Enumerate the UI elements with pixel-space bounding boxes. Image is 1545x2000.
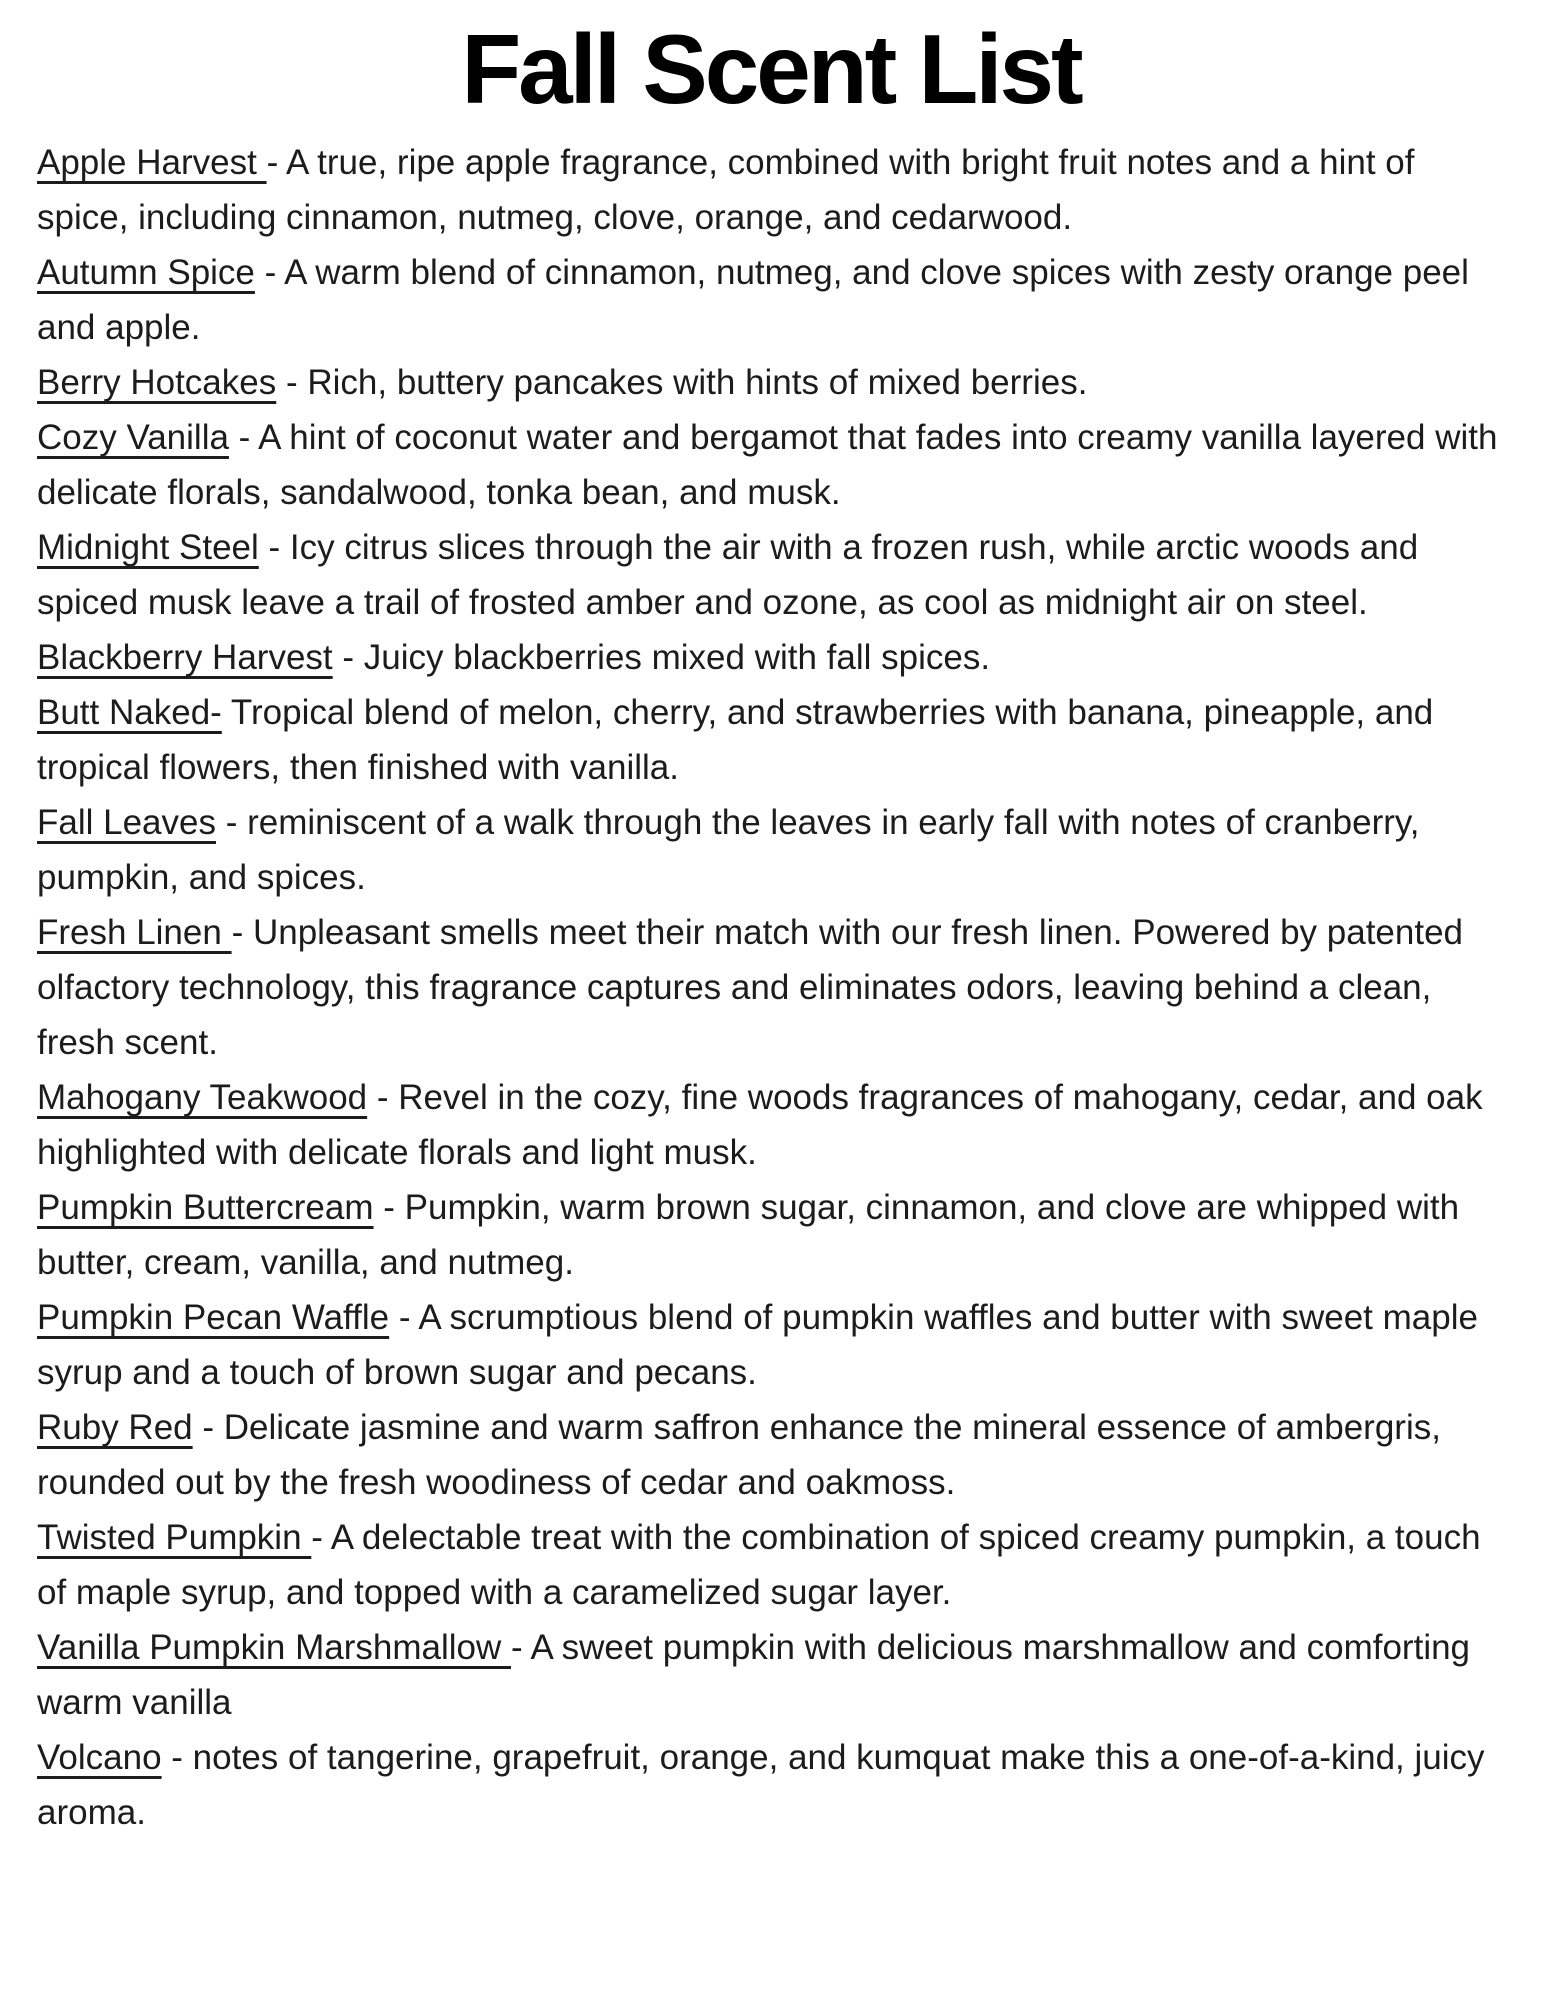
scent-entry (37, 1400, 1505, 1510)
scent-entry (37, 355, 1505, 410)
scent-name: Pumpkin Pecan Waffle (37, 1297, 390, 1337)
scent-entry (37, 1730, 1505, 1840)
scent-description: Pumpkin, warm brown sugar, cinnamon, and clove are whipped with butter, cream, vanilla, and nutmeg. (37, 1187, 1469, 1282)
scent-name: Fresh Linen (37, 912, 232, 952)
scent-list (37, 135, 1508, 1840)
scent-description: Unpleasant smells meet their match with our fresh linen. Powered by patented olfactory technology, this fragrance captures and eliminates odors, leaving behind a clean, fresh scent. (37, 912, 1473, 1062)
scent-description: A hint of coconut water and bergamot that fades into creamy vanilla layered with delicate florals, sandalwood, tonka bean, and musk. (37, 417, 1508, 512)
scent-separator: - (161, 1737, 193, 1777)
scent-separator: - (258, 527, 290, 567)
scent-name: Volcano (37, 1737, 162, 1777)
scent-entry (37, 1070, 1505, 1180)
scent-entry (37, 1180, 1505, 1290)
scent-name: Butt Naked- (37, 692, 222, 732)
scent-separator: - (254, 252, 285, 292)
scent-name: Autumn Spice (37, 252, 255, 292)
scent-description: reminiscent of a walk through the leaves in early fall with notes of cranberry, pumpkin, and spices. (37, 802, 1430, 897)
scent-description: Rich, buttery pancakes with hints of mixed berries. (307, 362, 1088, 402)
scent-separator: - (510, 1627, 531, 1667)
scent-description: Revel in the cozy, fine woods fragrances of mahogany, cedar, and oak highlighted with delicate florals and light musk. (37, 1077, 1493, 1172)
scent-entry (37, 410, 1508, 520)
scent-separator: - (276, 362, 308, 402)
scent-description: Juicy blackberries mixed with fall spices. (363, 637, 991, 677)
scent-entry (37, 1620, 1505, 1730)
scent-description: A true, ripe apple fragrance, combined with bright fruit notes and a hint of spice, including cinnamon, nutmeg, clove, orange, and cedarwood. (37, 142, 1425, 237)
scent-name: Apple Harvest (37, 142, 267, 182)
scent-entry (37, 795, 1505, 905)
scent-entry (37, 520, 1505, 630)
scent-description: Delicate jasmine and warm saffron enhance the mineral essence of ambergris, rounded out by the fresh woodiness of cedar and oakmoss. (37, 1407, 1451, 1502)
scent-description: A delectable treat with the combination of spiced creamy pumpkin, a touch of maple syrup, and topped with a caramelized sugar layer. (37, 1517, 1491, 1612)
scent-separator: - (228, 417, 259, 457)
scent-entry (37, 905, 1505, 1070)
scent-description: notes of tangerine, grapefruit, orange, and kumquat make this a one-of-a-kind, juicy aroma. (37, 1737, 1495, 1832)
scent-separator: - (311, 1517, 331, 1557)
scent-entry (37, 245, 1505, 355)
scent-entry (37, 685, 1505, 795)
scent-name: Midnight Steel (37, 527, 259, 567)
scent-description: A warm blend of cinnamon, nutmeg, and clove spices with zesty orange peel and apple. (37, 252, 1479, 347)
page-title: Fall Scent List (461, 14, 1081, 124)
scent-entry (37, 630, 1505, 685)
scent-name: Mahogany Teakwood (37, 1077, 368, 1117)
scent-description: Tropical blend of melon, cherry, and strawberries with banana, pineapple, and tropical flowers, then finished with vanilla. (37, 692, 1443, 787)
scent-name: Vanilla Pumpkin Marshmallow (37, 1627, 511, 1667)
scent-name: Twisted Pumpkin (37, 1517, 312, 1557)
scent-separator: - (332, 637, 364, 677)
scent-name: Berry Hotcakes (37, 362, 277, 402)
scent-entry (37, 1290, 1505, 1400)
scent-name: Fall Leaves (37, 802, 216, 842)
scent-separator: - (215, 802, 248, 842)
scent-description: A scrumptious blend of pumpkin waffles and butter with sweet maple syrup and a touch of brown sugar and pecans. (37, 1297, 1488, 1392)
scent-separator: - (192, 1407, 224, 1447)
scent-separator: - (373, 1187, 405, 1227)
scent-separator (222, 693, 231, 732)
scent-entry (37, 1510, 1505, 1620)
scent-separator: - (266, 142, 287, 182)
scent-description: Icy citrus slices through the air with a frozen rush, while arctic woods and spiced musk leave a trail of frosted amber and ozone, as cool as midnight air on steel. (37, 527, 1428, 622)
scent-name: Pumpkin Buttercream (37, 1187, 374, 1227)
scent-separator: - (367, 1077, 399, 1117)
scent-separator: - (231, 912, 253, 952)
scent-name: Cozy Vanilla (37, 417, 229, 457)
scent-entry (37, 135, 1505, 245)
scent-description: A sweet pumpkin with delicious marshmallow and comforting warm vanilla (37, 1627, 1480, 1722)
scent-name: Blackberry Harvest (37, 637, 333, 677)
scent-name: Ruby Red (37, 1407, 193, 1447)
scent-separator: - (389, 1297, 419, 1337)
